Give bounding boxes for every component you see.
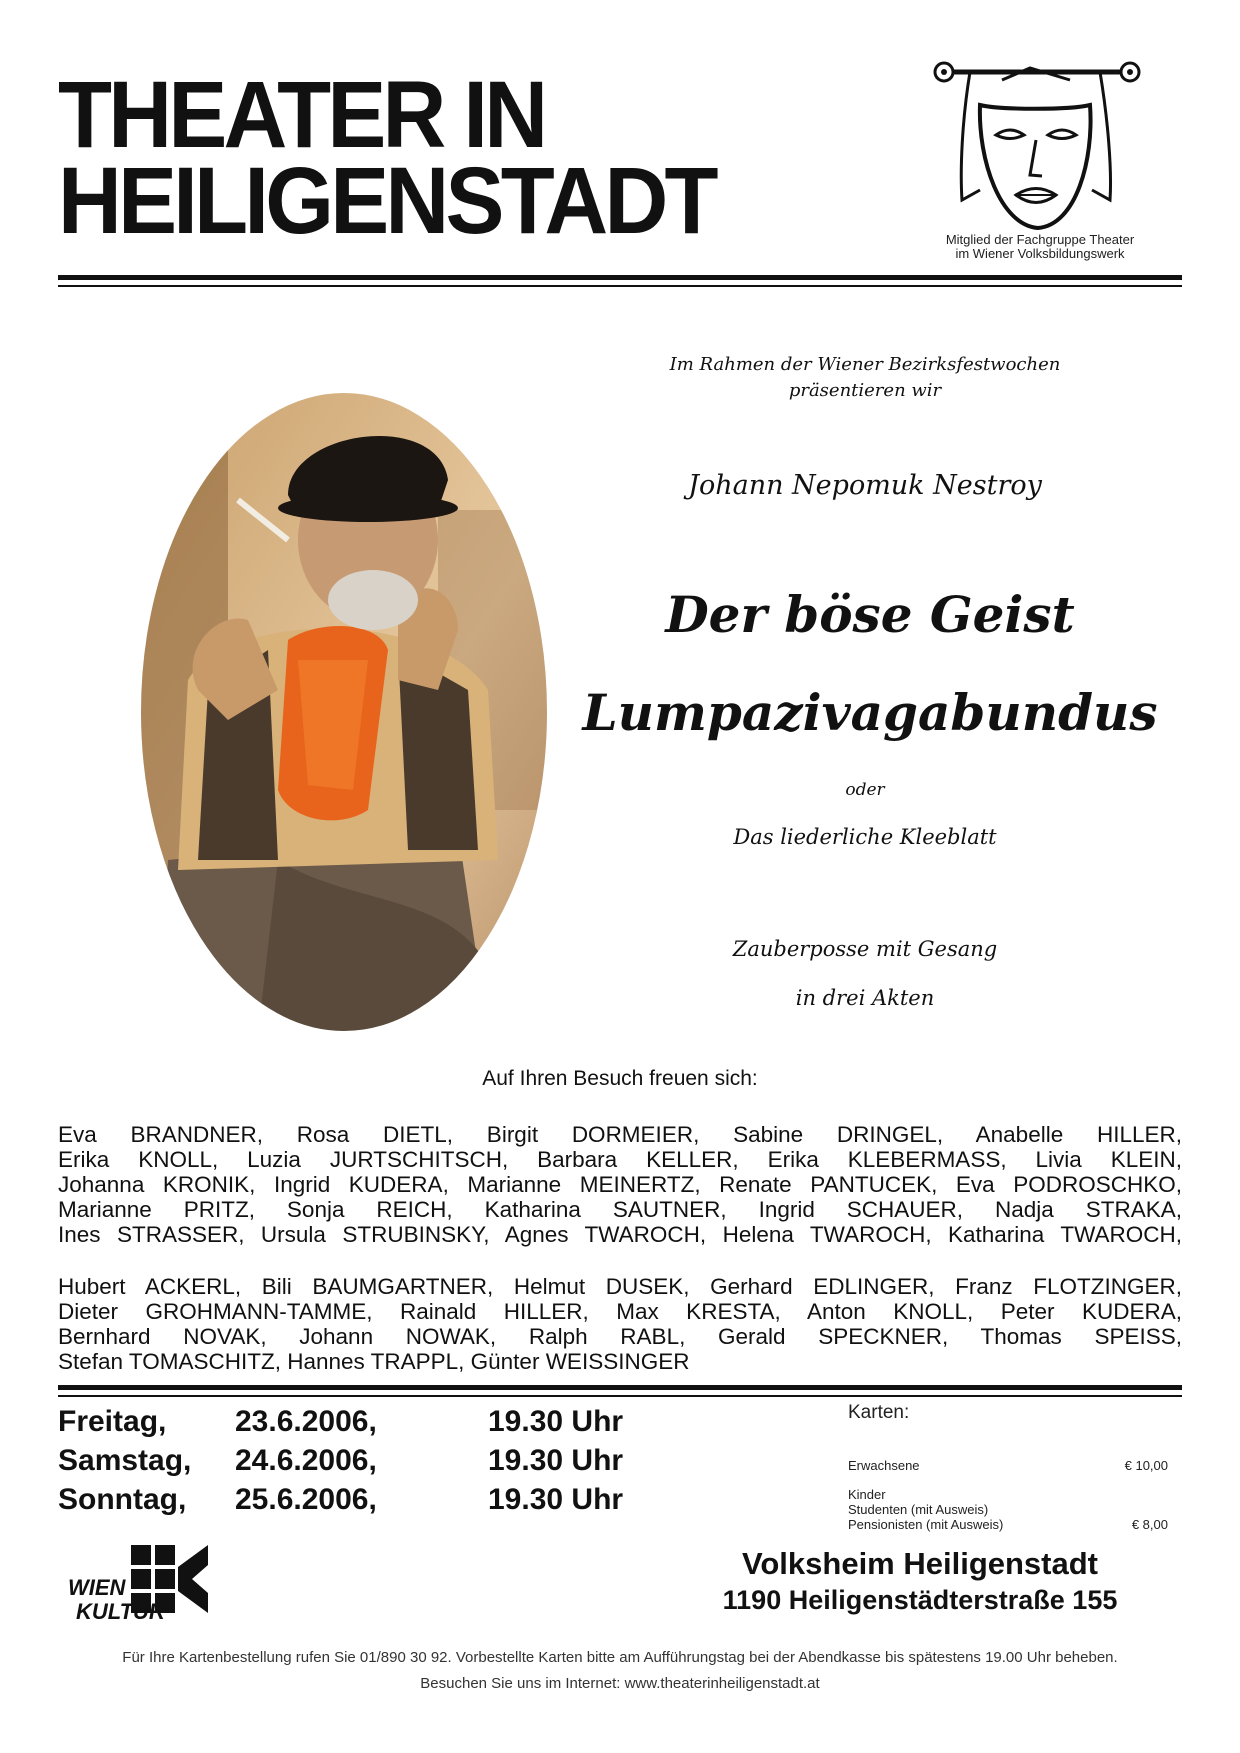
- title-line-1: THEATER IN: [58, 62, 545, 168]
- play-title: [560, 566, 1180, 762]
- ticket-prices: [848, 1402, 1168, 1532]
- play-subtitle: Das liederliche Kleeblatt: [733, 825, 997, 849]
- play-title-line-2: Lumpazivagabundus: [582, 683, 1158, 742]
- tickets-heading: Karten:: [848, 1402, 910, 1423]
- performance-date: 24.6.2006,: [235, 1444, 377, 1477]
- festival-intro: [620, 352, 1110, 404]
- oder-text: oder: [845, 780, 885, 800]
- adult-ticket-label: Erwachsene: [848, 1458, 920, 1473]
- intro-line-1: Im Rahmen der Wiener Bezirksfestwochen: [669, 354, 1061, 375]
- performance-time: 19.30 Uhr: [488, 1483, 624, 1516]
- venue-address: 1190 Heiligenstädterstraße 155: [722, 1585, 1118, 1615]
- reduced-ticket-price: € 8,00: [1131, 1517, 1168, 1532]
- cast-list-men: [58, 1274, 1182, 1374]
- cast-list-women: [58, 1122, 1182, 1247]
- header-divider-thick: [58, 275, 1182, 280]
- membership-line-1: Mitglied der Fachgruppe Theater: [945, 232, 1135, 247]
- membership-note: [905, 233, 1175, 261]
- schedule-divider-thick: [58, 1385, 1182, 1390]
- performance-time: 19.30 Uhr: [488, 1444, 624, 1477]
- author-name: Johann Nepomuk Nestroy: [688, 470, 1042, 501]
- performance-time: 19.30 Uhr: [488, 1405, 624, 1438]
- footer: [40, 1645, 1200, 1697]
- cast-line: Erika KNOLL, Luzia JURTSCHITSCH, Barbara KELLER, Erika KLEBERMASS, Livia KLEIN,: [58, 1147, 1182, 1172]
- venue: [690, 1545, 1150, 1617]
- cast-line: Eva BRANDNER, Rosa DIETL, Birgit DORMEIER, Sabine DRINGEL, Anabelle HILLER,: [58, 1122, 1182, 1147]
- cast-line: Ines STRASSER, Ursula STRUBINSKY, Agnes TWAROCH, Helena TWAROCH, Katharina TWAROCH,: [58, 1222, 1182, 1247]
- performance-day: Sonntag,: [58, 1483, 187, 1516]
- header-divider-thin: [58, 285, 1182, 287]
- cast-line: Marianne PRITZ, Sonja REICH, Katharina SAUTNER, Ingrid SCHAUER, Nadja STRAKA,: [58, 1197, 1182, 1222]
- footer-booking-note: Für Ihre Kartenbestellung rufen Sie 01/890 30 92. Vorbestellte Karten bitte am Aufführungstag bei der Abendkasse bis spätestens 19.00 Uhr beheben.: [122, 1649, 1118, 1666]
- genre-line-1: Zauberposse mit Gesang: [732, 937, 998, 961]
- cast-line: Stefan TOMASCHITZ, Hannes TRAPPL, Günter WEISSINGER: [58, 1349, 690, 1374]
- play-genre: [620, 925, 1110, 1023]
- reduced-ticket-label-1: Kinder: [848, 1487, 886, 1502]
- membership-line-2: im Wiener Volksbildungswerk: [955, 246, 1125, 261]
- actor-portrait-photo: [138, 390, 550, 1034]
- wien-logo-text: WIEN: [68, 1575, 126, 1600]
- performance-date: 23.6.2006,: [235, 1405, 377, 1438]
- cast-line: Hubert ACKERL, Bili BAUMGARTNER, Helmut DUSEK, Gerhard EDLINGER, Franz FLOTZINGER,: [58, 1274, 1182, 1299]
- cast-line: Johanna KRONIK, Ingrid KUDERA, Marianne MEINERTZ, Renate PANTUCEK, Eva PODROSCHKO,: [58, 1172, 1182, 1197]
- kultur-logo-text: KULTUR: [76, 1599, 165, 1624]
- theater-mask-icon: [930, 50, 1150, 235]
- performance-date: 25.6.2006,: [235, 1483, 377, 1516]
- play-title-line-1: Der böse Geist: [665, 585, 1075, 644]
- cast-heading: Auf Ihren Besuch freuen sich:: [482, 1067, 758, 1090]
- reduced-ticket-label-3: Pensionisten (mit Ausweis): [848, 1517, 1004, 1532]
- schedule-divider-thin: [58, 1395, 1182, 1397]
- performance-day: Samstag,: [58, 1444, 192, 1477]
- wien-kultur-logo-icon: [68, 1545, 218, 1625]
- genre-line-2: in drei Akten: [795, 986, 935, 1010]
- intro-line-2: präsentieren wir: [788, 380, 942, 401]
- venue-name: Volksheim Heiligenstadt: [741, 1546, 1098, 1581]
- performance-day: Freitag,: [58, 1405, 167, 1438]
- adult-ticket-price: € 10,00: [1124, 1458, 1168, 1473]
- cast-line: Bernhard NOVAK, Johann NOWAK, Ralph RABL, Gerald SPECKNER, Thomas SPEISS,: [58, 1324, 1182, 1349]
- poster-title: [58, 62, 715, 254]
- reduced-ticket-label-2: Studenten (mit Ausweis): [848, 1502, 989, 1517]
- title-line-2: HEILIGENSTADT: [58, 148, 715, 254]
- footer-website-note: Besuchen Sie uns im Internet: www.theaterinheiligenstadt.at: [420, 1675, 820, 1692]
- cast-line: Dieter GROHMANN-TAMME, Rainald HILLER, Max KRESTA, Anton KNOLL, Peter KUDERA,: [58, 1299, 1182, 1324]
